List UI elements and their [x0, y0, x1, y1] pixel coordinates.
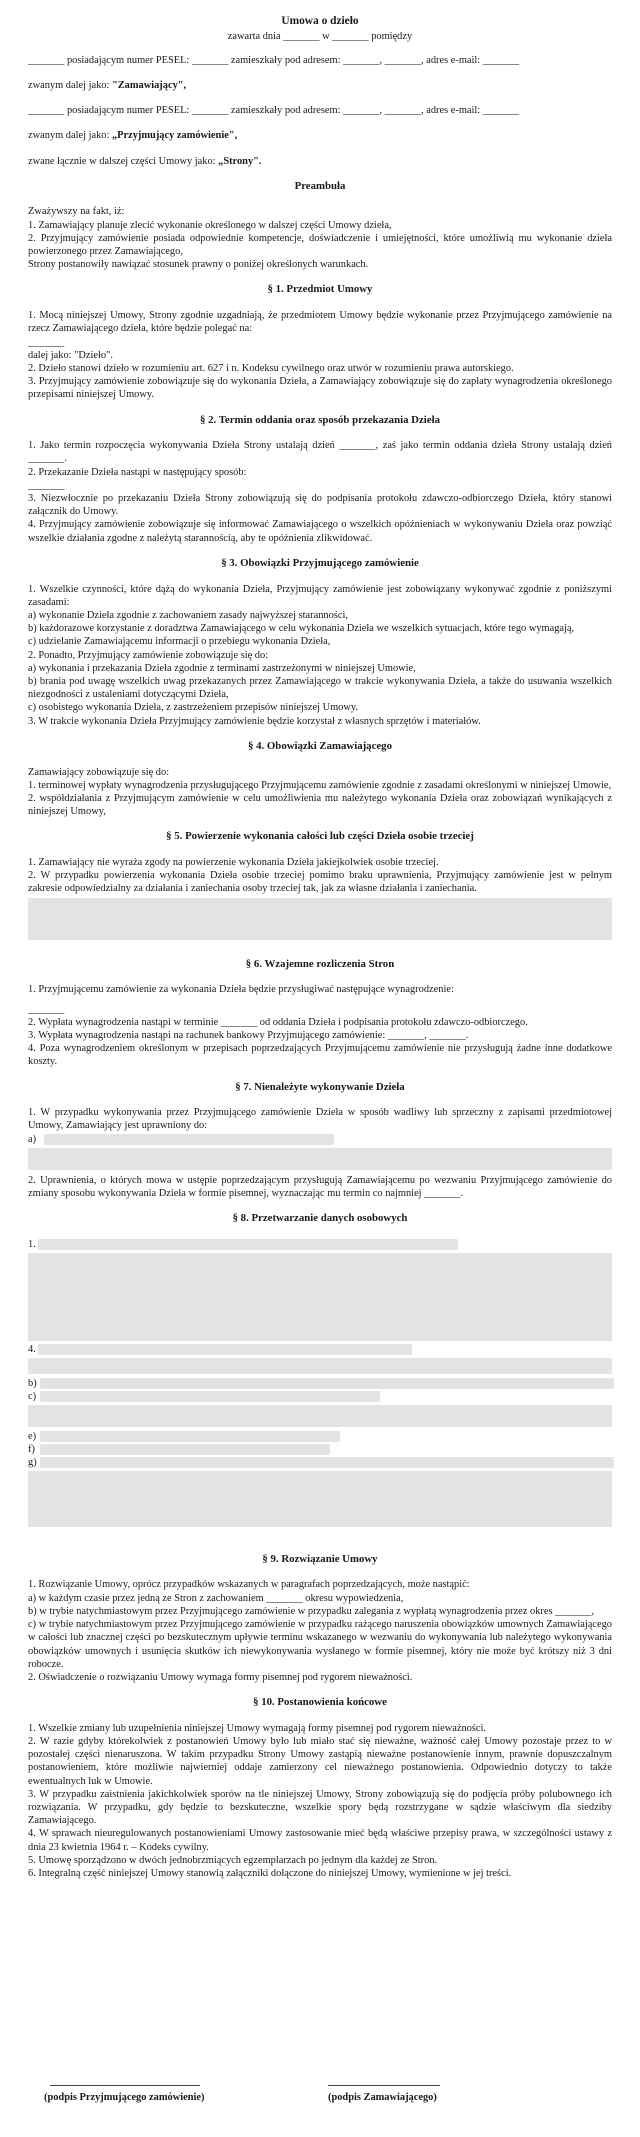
section-3-line: 1. Wszelkie czynności, które dążą do wykonania Dzieła, Przyjmujący zamówienie jest zobowiązany wykonywać zgodnie z poniższymi zasadami:	[28, 583, 612, 608]
parties-joint-alias: zwane łącznie w dalszej części Umowy jako: „Strony".	[28, 155, 262, 167]
section-5-point-1: 1. Zamawiający nie wyraża zgody na powierzenie wykonania Dzieła jakiejkolwiek osobie trzeciej.	[28, 857, 439, 869]
section-4-line: Zamawiający zobowiązuje się do:	[28, 766, 170, 778]
item-label: c)	[28, 1390, 37, 1402]
section-6-point-1: 1. Przyjmującemu zamówienie za wykonania Dzieła będzie przysługiwać następujące wynagrodzenie:	[28, 984, 454, 996]
section-4-body	[28, 766, 612, 819]
redacted-block	[28, 1253, 612, 1341]
option-label: a)	[28, 1133, 37, 1145]
section-10-line: 5. Umowę sporządzono w dwóch jednobrzmiących egzemplarzach po jednym dla każdej ze Stron.	[28, 1854, 438, 1866]
party-2-alias: zwanym dalej jako: „Przyjmujący zamówienie",	[28, 130, 238, 142]
section-2-point-1: 1. Jako termin rozpoczęcia wykonywania Dzieła Strony ustalają dzień _______, zaś jako termin oddania dzieła Strony ustalają dzień _______.	[28, 440, 612, 465]
section-8-row	[28, 1456, 612, 1469]
section-2-point-2: 2. Przekazanie Dzieła nastąpi w następujący sposób:	[28, 466, 247, 478]
signature-area	[0, 2085, 640, 2125]
section-9-line: a) w każdym czasie przez jedną ze Stron z zachowaniem _______ okresu wypowiedzenia,	[28, 1592, 404, 1604]
section-10-line: 3. W przypadku zaistnienia jakichkolwiek sporów na tle niniejszej Umowy, Strony zobowiązują się do podjęcia próby polubownego ich rozwiązania. W przypadku, gdy będzie to bezskuteczne, wszelkie spory będą rozstrzygane w sądzie właściwym dla siedziby Zamawiającego.	[28, 1788, 612, 1827]
section-1-heading: § 1. Przedmiot Umowy	[267, 283, 373, 296]
section-10-line: 1. Wszelkie zmiany lub uzupełnienia niniejszej Umowy wymagają formy pisemnej pod rygorem nieważności.	[28, 1722, 487, 1734]
section-1-point-3: 3. Przyjmujący zamówienie zobowiązuje się do wykonania Dzieła, a Zamawiający zobowiązuje się do zapłaty wynagrodzenia określonego przepisami niniejszej Umowy.	[28, 376, 612, 401]
section-4-line: 1. terminowej wypłaty wynagrodzenia przysługującego Przyjmującemu zamówienie zgodnie z zasadami określonymi w niniejszej Umowie,	[28, 779, 612, 791]
redacted-line	[40, 1457, 614, 1468]
section-3-line: 3. W trakcie wykonania Dzieła Przyjmujący zamówienie będzie korzystał z własnych sprzętów i materiałów.	[28, 715, 481, 727]
section-9-body	[28, 1578, 612, 1684]
section-7-point-1: 1. W przypadku wykonywania przez Przyjmującego zamówienie Dzieła w sposób wadliwy lub sprzeczny z zapisami przedmiotowej Umowy, Zamawiający jest uprawniony do:	[28, 1107, 612, 1132]
section-3-line: 2. Ponadto, Przyjmujący zamówienie zobowiązuje się do:	[28, 649, 269, 661]
redacted-block	[28, 1358, 612, 1374]
section-6-blank: _______	[28, 1003, 65, 1015]
section-10-body	[28, 1722, 612, 1880]
section-8-row	[28, 1430, 612, 1443]
preamble-line: 1. Zamawiający planuje zlecić wykonanie określonego w dalszej części Umowy dzieła,	[28, 219, 392, 231]
redacted-block	[28, 1405, 612, 1427]
preamble-line: Strony postanowiły nawiązać stosunek prawny o poniżej określonych warunkach.	[28, 259, 369, 271]
item-label: g)	[28, 1456, 37, 1468]
redacted-line	[40, 1391, 380, 1402]
section-7-heading: § 7. Nienależyte wykonywanie Dzieła	[235, 1080, 405, 1093]
section-6-body	[28, 983, 612, 1068]
parties-joint-alias-name: „Strony".	[218, 155, 262, 167]
section-3-line: c) osobistego wykonania Dzieła, z zastrzeżeniem przepisów niniejszej Umowy.	[28, 702, 358, 714]
preamble-line: Zważywszy na fakt, iż:	[28, 206, 125, 218]
section-3-line: a) wykonania i przekazania Dzieła zgodnie z terminami zastrzeżonymi w niniejszej Umowie,	[28, 662, 416, 674]
section-2-point-3: 3. Niezwłocznie po przekazaniu Dzieła Strony zobowiązują się do podpisania protokołu zdawczo-odbiorczego Dzieła, który stanowi załącznik do Umowy.	[28, 493, 612, 518]
section-7-body	[28, 1106, 612, 1200]
section-1-point-1: 1. Mocą niniejszej Umowy, Strony zgodnie uzgadniają, że przedmiotem Umowy będzie wykonanie przez Przyjmującego zamówienie na rzecz Zamawiającego dzieła, które będzie polegać na:	[28, 310, 612, 335]
section-9-line: c) w trybie natychmiastowym przez Przyjmującego zamówienie w przypadku rażącego naruszenia obowiązków umownych Zamawiającego w całości lub znacznej części po bezskutecznym upływie terminu wskazanego w wezwaniu do wykonywania lub należytego wykonywania obowiązków umownych i usunięcia skutków ich niewykonywania wysłanego w formie pisemnej, który nie może być krótszy niż 3 dni robocze.	[28, 1619, 612, 1670]
section-9-line: 1. Rozwiązanie Umowy, oprócz przypadków wskazanych w paragrafach poprzedzających, może nastąpić:	[28, 1579, 470, 1591]
preamble-line: 2. Przyjmujący zamówienie posiada odpowiednie kompetencje, doświadczenie i umiejętności, które umożliwią mu wykonanie dzieła powierzonego przez Zamawiającego,	[28, 232, 612, 258]
section-6-point-4: 4. Poza wynagrodzeniem określonym w przepisach poprzedzających Przyjmującemu zamówienie nie przysługują żadne inne dodatkowe koszty.	[28, 1043, 612, 1068]
party-2-details: _______ posiadającym numer PESEL: _______ zamieszkały pod adresem: _______, _______, adres e-mail: _______	[28, 105, 520, 117]
section-10-line: 2. W razie gdyby którekolwiek z postanowień Umowy było lub miało stać się nieważne, ważność całej Umowy pozostaje przez to w pozostałej części nienaruszona. W takim przypadku Strony Umowy zastąpią nieważne postanowienie innym, prawnie dopuszczalnym postanowieniem, które możliwie najwierniej oddaje zamierzony cel nieważnego postanowienia. Odpowiednio dotyczy to także ewentualnych luk w Umowie.	[28, 1736, 612, 1787]
section-3-line: b) każdorazowe korzystanie z doradztwa Zamawiającego w celu wykonania Dzieła we wszelkich sytuacjach, które tego wymagają,	[28, 623, 575, 635]
section-5-heading: § 5. Powierzenie wykonania całości lub części Dzieła osobie trzeciej	[166, 830, 474, 843]
section-9-line: b) w trybie natychmiastowym przez Przyjmującego zamówienie w przypadku zalegania z wypłatą wynagrodzenia przez okres _______,	[28, 1605, 595, 1617]
section-2-body	[28, 439, 612, 545]
section-8-body	[28, 1238, 612, 1527]
section-4-line: 2. współdziałania z Przyjmującym zamówienie w celu umożliwienia mu należytego wykonania Dzieła oraz zobowiązań wynikających z niniejszej Umowy,	[28, 792, 612, 818]
section-3-body	[28, 583, 612, 728]
redacted-block	[28, 898, 612, 940]
section-10-line: 6. Integralną część niniejszej Umowy stanowią załączniki dołączone do niniejszej Umowy, wymienione w jej treści.	[28, 1868, 512, 1880]
party-2-alias-name: „Przyjmujący zamówienie",	[111, 130, 238, 142]
preamble-body	[28, 205, 612, 271]
section-9-line: 2. Oświadczenie o rozwiązaniu Umowy wymaga formy pisemnej pod rygorem nieważności.	[28, 1671, 413, 1683]
section-8-heading: § 8. Przetwarzanie danych osobowych	[232, 1212, 408, 1225]
signature-line-left	[50, 2085, 200, 2086]
preamble-heading: Preambuła	[294, 179, 346, 192]
section-6-heading: § 6. Wzajemne rozliczenia Stron	[245, 957, 395, 970]
item-label: b)	[28, 1377, 37, 1389]
item-label: e)	[28, 1430, 37, 1442]
section-9-heading: § 9. Rozwiązanie Umowy	[262, 1552, 378, 1565]
document-subtitle: zawarta dnia _______ w _______ pomiędzy	[227, 31, 413, 43]
section-8-row	[28, 1377, 612, 1390]
section-2-blank: _______	[28, 479, 65, 491]
section-6-point-2: 2. Wypłata wynagrodzenia nastąpi w terminie _______ od oddania Dzieła i podpisania protokołu zdawczo-odbiorczego.	[28, 1016, 528, 1028]
section-10-line: 4. W sprawach nieuregulowanych postanowieniami Umowy zastosowanie mieć będą właściwe przepisy prawa, w szczególności ustawy z dnia 23 kwietnia 1964 r. – Kodeks cywilny.	[28, 1828, 612, 1853]
section-8-row	[28, 1238, 612, 1251]
item-label: f)	[28, 1443, 35, 1455]
section-6-point-3: 3. Wypłata wynagrodzenia nastąpi na rachunek bankowy Przyjmującego zamówienie: _______, _______.	[28, 1029, 469, 1041]
section-8-row	[28, 1343, 612, 1356]
section-1-body	[28, 309, 612, 401]
section-1-blank: _______	[28, 336, 65, 348]
section-1-definition: dalej jako: "Dzieło".	[28, 349, 113, 361]
redacted-line	[40, 1378, 614, 1389]
section-7-point-2: 2. Uprawnienia, o których mowa w ustępie poprzedzającym przysługują Zamawiającemu po wezwaniu Przyjmującego zamówienie do zmiany sposobu wykonywania Dzieła w formie pisemnej, wyznaczając mu termin co najmniej _______.	[28, 1174, 612, 1199]
item-label: 1.	[28, 1238, 36, 1250]
section-2-heading: § 2. Termin oddania oraz sposób przekazania Dzieła	[200, 413, 440, 426]
section-10-heading: § 10. Postanowienia końcowe	[253, 1696, 387, 1709]
section-5-point-2: 2. W przypadku powierzenia wykonania Dzieła osobie trzeciej pomimo braku uprawnienia, Przyjmujący zamówienie jest w pełnym zakresie odpowiedzialny za działania i zaniechania osoby trzeciej tak, jak za własne działania i zaniechania.	[28, 870, 612, 895]
party-1-alias: zwanym dalej jako: "Zamawiający",	[28, 79, 187, 91]
section-5-body	[28, 856, 612, 940]
section-2-point-4: 4. Przyjmujący zamówienie zobowiązuje się informować Zamawiającego o wszelkich opóźnieniach w wykonywaniu Dzieła oraz powziąć wszelkie działania zgodne z należytą starannością, aby te opóźnienia zlikwidować.	[28, 519, 612, 544]
signature-label-left: (podpis Przyjmującego zamówienie)	[44, 2092, 205, 2103]
signature-line-right	[328, 2085, 440, 2086]
redacted-line	[44, 1134, 334, 1145]
redacted-line	[38, 1344, 412, 1355]
item-label: 4.	[28, 1343, 36, 1355]
section-3-line: c) udzielanie Zamawiającemu informacji o przebiegu wykonania Dzieła,	[28, 636, 331, 648]
section-3-line: b) brania pod uwagę wszelkich uwag przekazanych przez Zamawiającego w trakcie wykonywania Dzieła, a także do usuwania wszelkich niezgodności z ustaleniami dotyczącymi Dzieła,	[28, 676, 612, 701]
section-3-line: a) wykonanie Dzieła zgodnie z zachowaniem zasady najwyższej staranności,	[28, 609, 348, 621]
section-4-heading: § 4. Obowiązki Zamawiającego	[248, 739, 392, 752]
document-title: Umowa o dzieło	[281, 15, 359, 27]
redacted-line	[40, 1431, 340, 1442]
redacted-line	[38, 1239, 458, 1250]
section-3-heading: § 3. Obowiązki Przyjmującego zamówienie	[221, 556, 419, 569]
redacted-line	[40, 1444, 330, 1455]
redacted-block	[28, 1148, 612, 1170]
redacted-block	[28, 1471, 612, 1527]
section-1-point-2: 2. Dzieło stanowi dzieło w rozumieniu art. 627 i n. Kodeksu cywilnego oraz utwór w rozumieniu prawa autorskiego.	[28, 362, 514, 374]
section-8-row	[28, 1443, 612, 1456]
signature-label-right: (podpis Zamawiającego)	[328, 2092, 437, 2103]
party-1-details: _______ posiadającym numer PESEL: _______ zamieszkały pod adresem: _______, _______, adres e-mail: _______	[28, 54, 520, 66]
party-1-alias-name: "Zamawiający",	[111, 79, 187, 91]
section-7-option-a	[28, 1133, 612, 1146]
section-8-row	[28, 1390, 612, 1403]
